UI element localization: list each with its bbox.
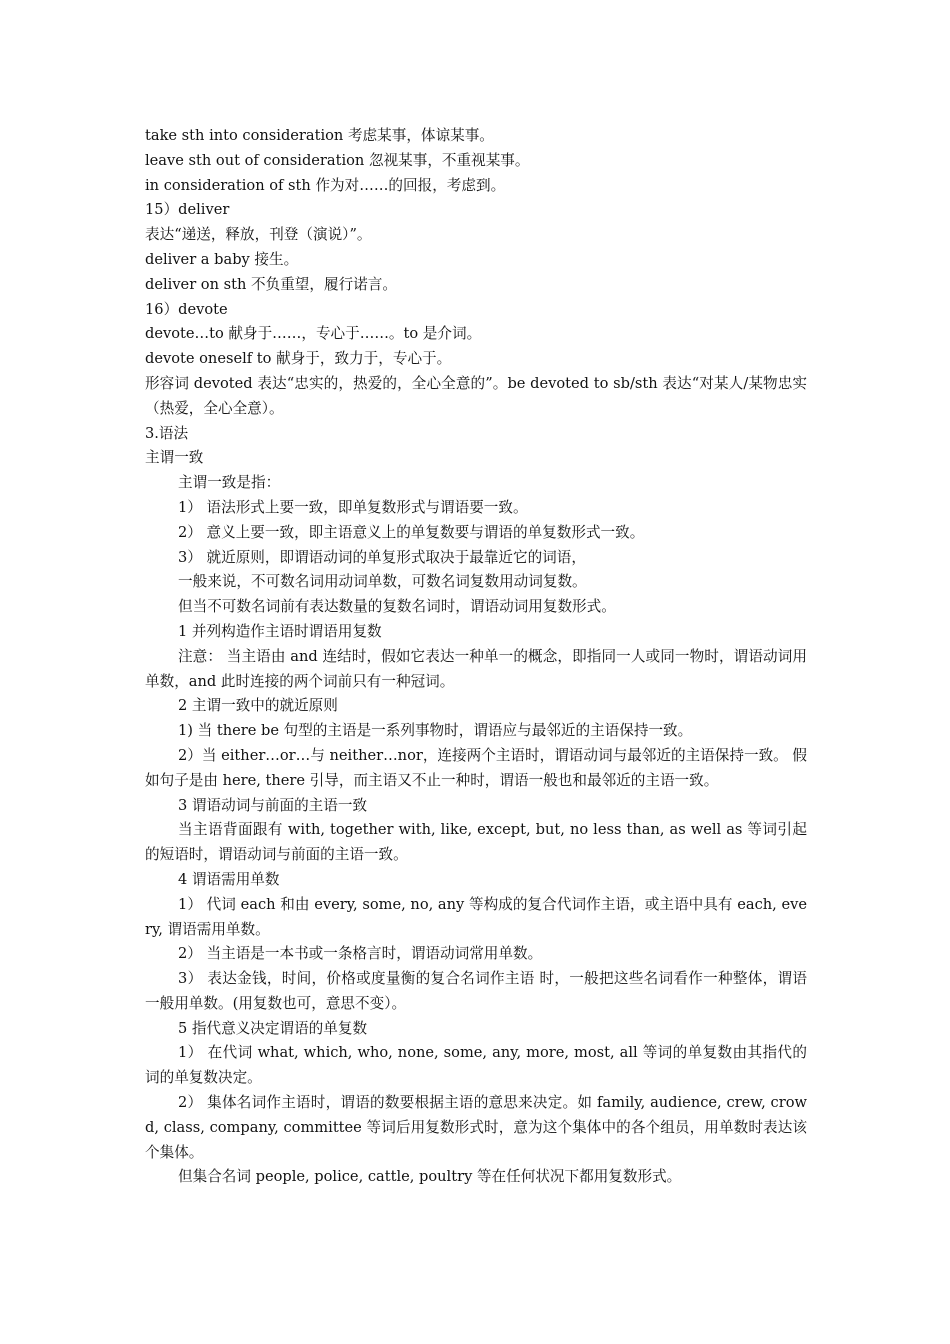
- text-line: 一般来说，不可数名词用动词单数，可数名词复数用动词复数。: [178, 573, 587, 591]
- text-line: 但集合名词 people, police, cattle, poultry 等在任何状况下都用复数形式。: [178, 1168, 682, 1186]
- text-line: 形容词 devoted 表达“忠实的，热爱的，全心全意的”。be devoted to sb/sth 表达“对某人/某物忠实（热爱，全心全意）。: [145, 374, 807, 417]
- text-line: 1） 代词 each 和由 every, some, no, any 等构成的复合代词作主语，或主语中具有 each, every, 谓语需用单数。: [145, 895, 807, 938]
- text-line: 4 谓语需用单数: [178, 870, 280, 888]
- text-line: 2） 意义上要一致，即主语意义上的单复数要与谓语的单复数形式一致。: [178, 523, 645, 541]
- text-line: 5 指代意义决定谓语的单复数: [178, 1019, 368, 1037]
- text-line: 1） 在代词 what, which, who, none, some, any, more, most, all 等词的单复数由其指代的词的单复数决定。: [145, 1044, 807, 1087]
- text-line: devote oneself to 献身于，致力于，专心于。: [145, 350, 452, 368]
- text-line: 但当不可数名词前有表达数量的复数名词时，谓语动词用复数形式。: [178, 598, 616, 616]
- text-line: 1） 语法形式上要一致，即单复数形式与谓语要一致。: [178, 498, 528, 516]
- text-line: 2 主谓一致中的就近原则: [178, 697, 338, 715]
- text-line: 2）当 either…or…与 neither…nor，连接两个主语时，谓语动词与最邻近的主语保持一致。 假如句子是由 here, there 引导，而主语又不止一种时，谓语一般也和最邻近的主语一致。: [145, 746, 807, 789]
- text-line: 2） 集体名词作主语时，谓语的数要根据主语的意思来决定。如 family, audience, crew, crowd, class, company, committee 等词后用复数形式时，意为这个集体中的各个组员，用单数时表达该个集体。: [145, 1094, 807, 1161]
- text-line: 15）deliver: [145, 201, 230, 219]
- document-page: [145, 124, 807, 1190]
- text-line: 主谓一致是指：: [178, 474, 281, 492]
- text-line: 注意： 当主语由 and 连结时，假如它表达一种单一的概念，即指同一人或同一物时，谓语动词用单数，and 此时连接的两个词前只有一种冠词。: [145, 647, 807, 690]
- text-line: 3.语法: [145, 424, 189, 442]
- text-line: 16）devote: [145, 300, 228, 318]
- text-line: 2） 当主语是一本书或一条格言时，谓语动词常用单数。: [178, 945, 543, 963]
- text-line: devote…to 献身于……，专心于……。to 是介词。: [145, 325, 482, 343]
- text-line: 1 并列构造作主语时谓语用复数: [178, 622, 382, 640]
- text-line: take sth into consideration 考虑某事，体谅某事。: [145, 127, 494, 144]
- text-line: in consideration of sth 作为对……的回报，考虑到。: [145, 176, 506, 194]
- text-line: 3 谓语动词与前面的主语一致: [178, 796, 368, 814]
- text-line: 当主语背面跟有 with, together with, like, except, but, no less than, as well as 等词引起的短语时，谓语动词与前面的主语一致。: [145, 821, 807, 864]
- text-line: deliver a baby 接生。: [145, 250, 299, 268]
- text-line: leave sth out of consideration 忽视某事，不重视某事。: [145, 151, 530, 169]
- text-line: 3） 就近原则，即谓语动词的单复形式取决于最靠近它的词语，: [178, 548, 586, 566]
- text-line: 1) 当 there be 句型的主语是一系列事物时，谓语应与最邻近的主语保持一致。: [178, 722, 693, 740]
- text-line: deliver on sth 不负重望，履行诺言。: [145, 275, 397, 293]
- text-line: 3） 表达金钱，时间，价格或度量衡的复合名词作主语 时，一般把这些名词看作一种整体，谓语一般用单数。(用复数也可，意思不变）。: [145, 970, 807, 1012]
- text-line: 主谓一致: [145, 449, 204, 467]
- text-line: 表达“递送，释放，刊登（演说）”。: [145, 226, 372, 244]
